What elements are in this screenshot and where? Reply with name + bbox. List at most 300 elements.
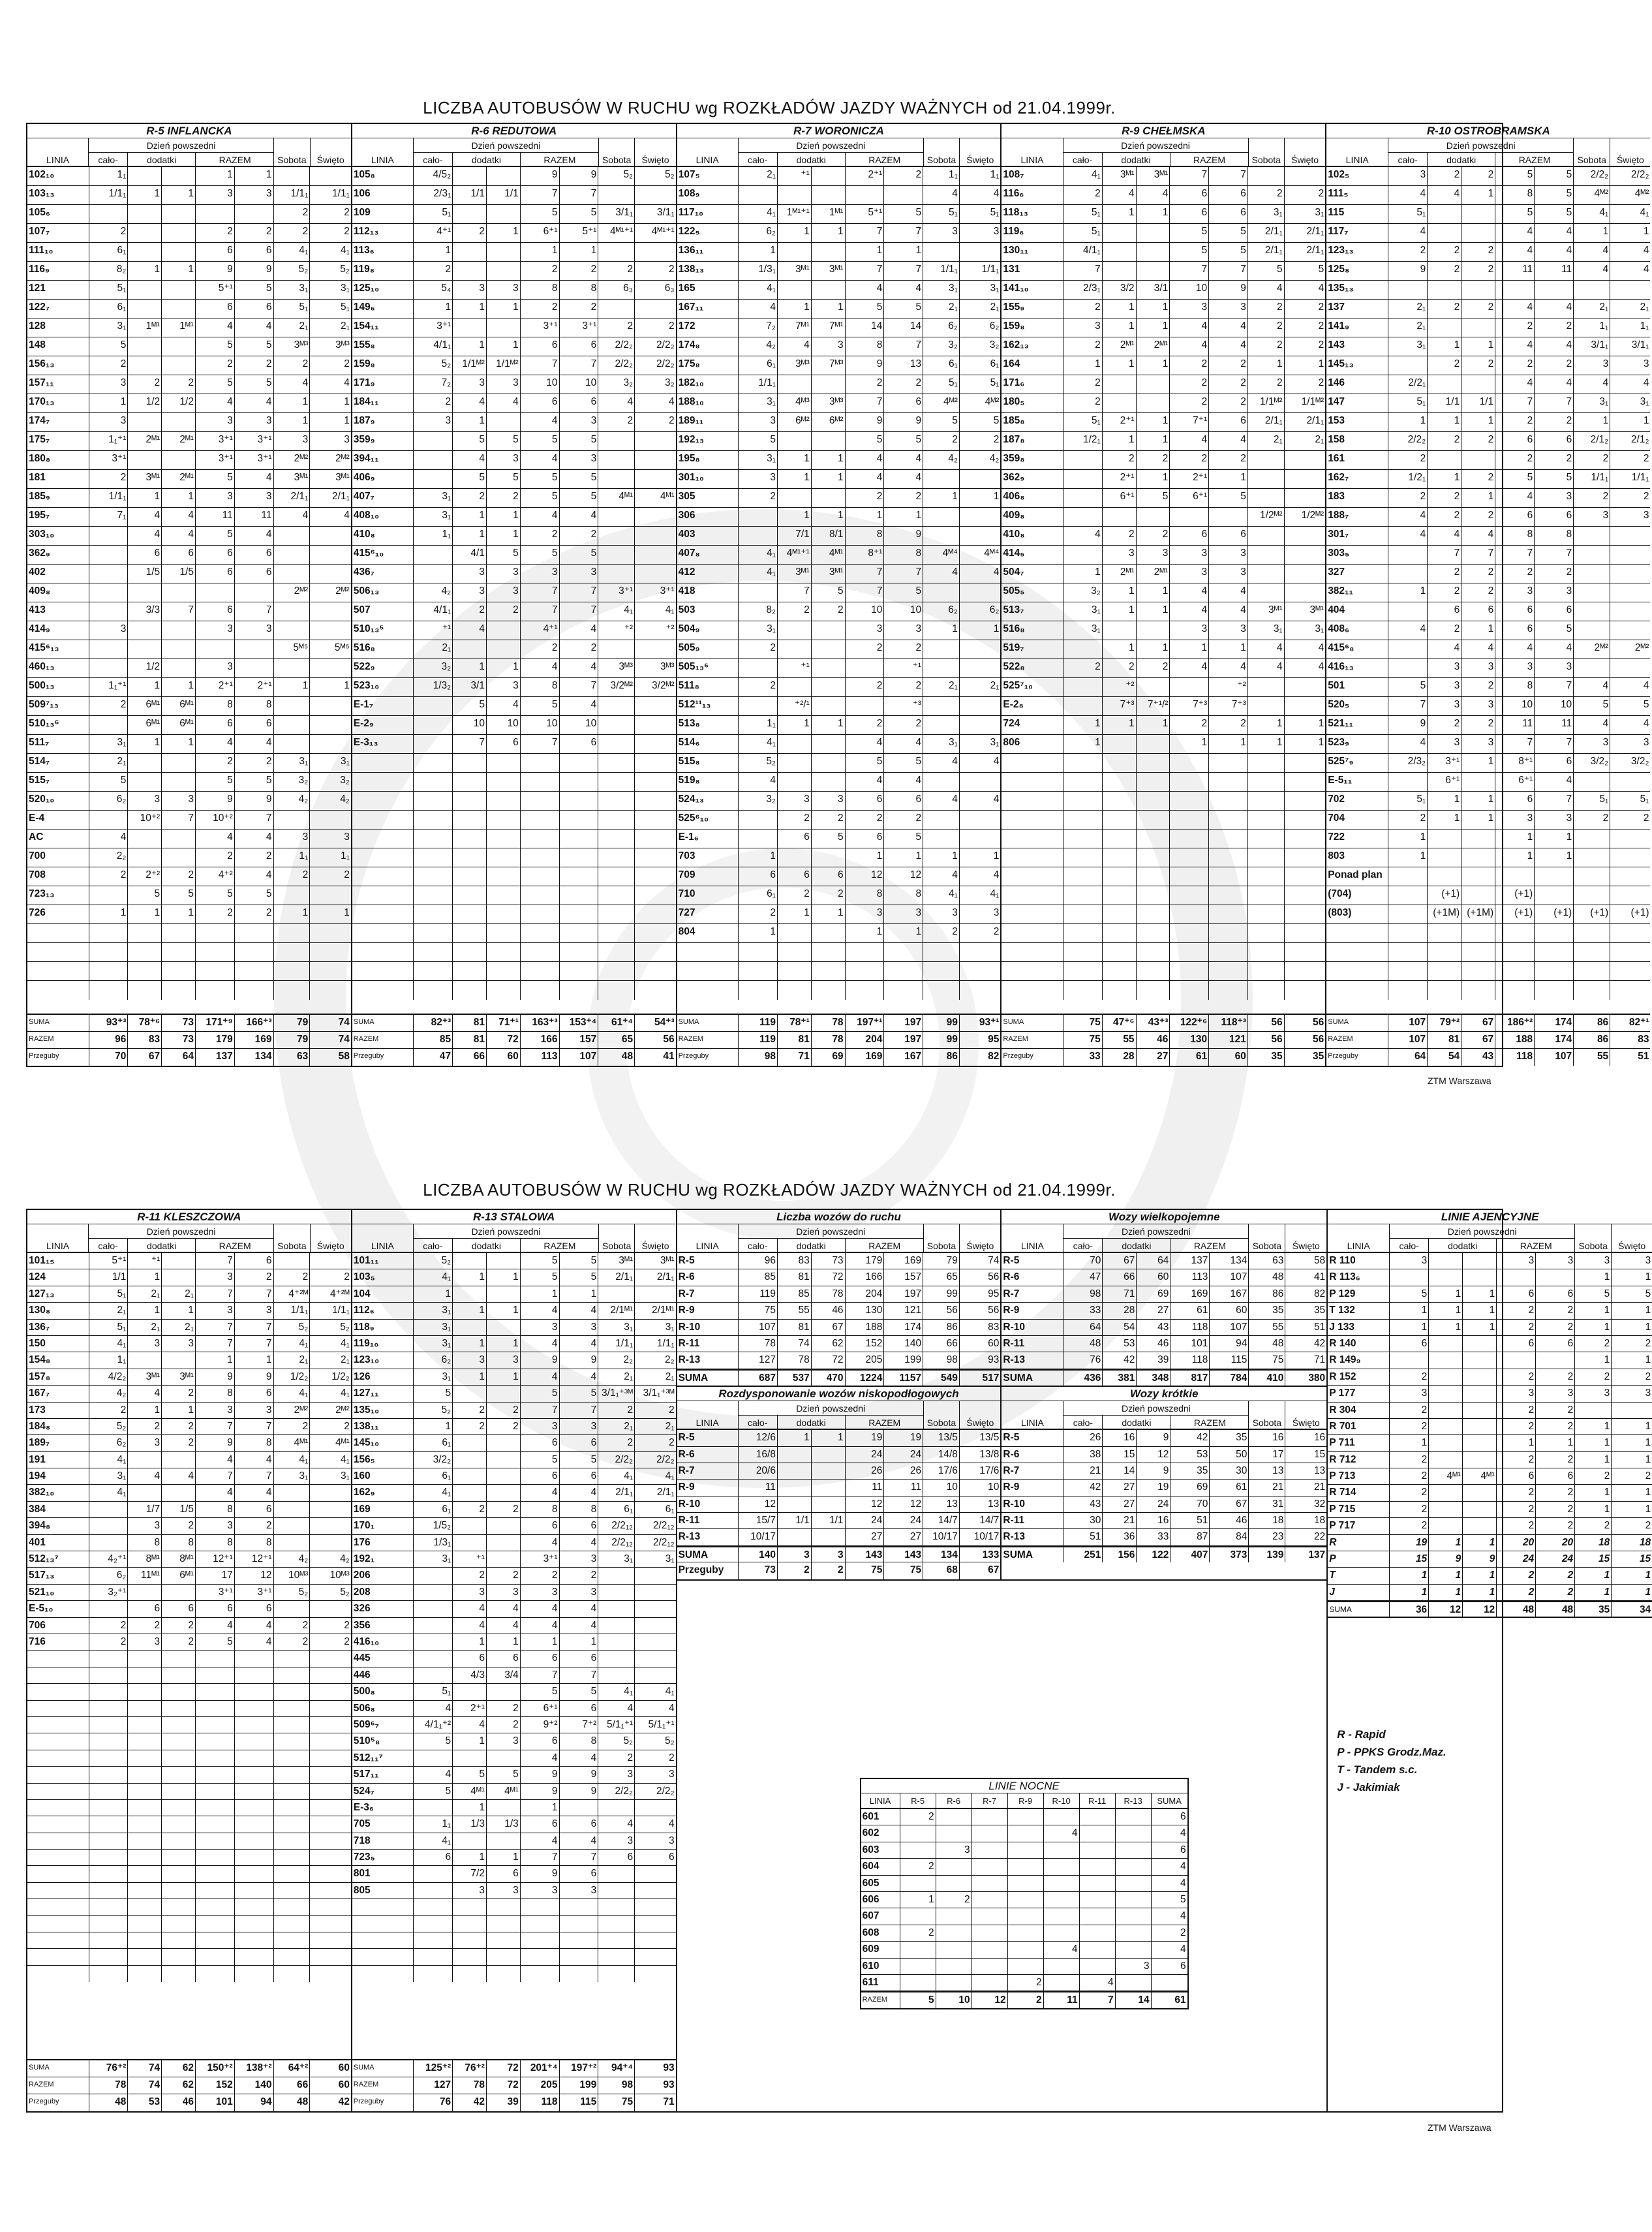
table-row-cell bbox=[1137, 773, 1170, 791]
header-dzien-powszedni bbox=[1390, 1224, 1575, 1252]
table-row-cell: 2 bbox=[1495, 356, 1535, 375]
table-row-cell: 2/2₂ bbox=[598, 1784, 635, 1799]
table-row-cell: 3₁ bbox=[1315, 207, 1324, 218]
table-row-cell bbox=[1610, 281, 1650, 299]
summary-row bbox=[1002, 1015, 1325, 1032]
summary-row-cell: 64 bbox=[1388, 1049, 1428, 1066]
table-row-cell: 55 bbox=[1249, 1320, 1285, 1335]
table-row-cell: 1 bbox=[487, 527, 521, 545]
table-row-cell: 3 bbox=[1170, 546, 1209, 564]
table-row-cell: 64 bbox=[1063, 1320, 1103, 1335]
table-row-cell: 1 bbox=[1428, 413, 1461, 431]
table-row-cell: 4 bbox=[846, 773, 885, 791]
table-row-cell: 2₁ bbox=[1388, 318, 1428, 337]
table-row-cell bbox=[310, 1502, 351, 1517]
table-row-cell: 4 bbox=[669, 396, 675, 407]
table-row-cell: 2 bbox=[1318, 188, 1324, 199]
table-row-cell: 2 bbox=[1575, 1518, 1612, 1534]
table-row-cell: 12 bbox=[884, 867, 923, 886]
legend-item: P - PPKS Grodz.Maz. bbox=[1337, 1746, 1446, 1758]
table-row-cell: 2 bbox=[521, 262, 560, 280]
night-row-cell: 2 bbox=[900, 1809, 936, 1825]
table-row bbox=[1326, 489, 1650, 508]
table-row-cell bbox=[635, 735, 676, 753]
table-row-cell bbox=[162, 243, 196, 261]
table-row-cell: 5 bbox=[1535, 205, 1574, 223]
table-row-cell bbox=[27, 1866, 89, 1882]
table-row-cell bbox=[89, 1784, 129, 1799]
table-row-cell: 7 bbox=[560, 186, 599, 204]
table-row-cell: 4⁺¹ bbox=[414, 224, 453, 242]
table-row-cell: 165 bbox=[677, 281, 739, 299]
table-row-cell bbox=[414, 848, 453, 867]
table-row-cell bbox=[1103, 735, 1137, 753]
table-row-cell: 134 bbox=[1210, 1253, 1249, 1269]
table-row-cell bbox=[1103, 243, 1137, 261]
table-row-cell: 2 bbox=[344, 207, 350, 218]
table-row bbox=[1002, 186, 1325, 205]
summary-row-cell: 85 bbox=[414, 1032, 453, 1048]
table-row-cell: 4₁ bbox=[340, 1387, 350, 1399]
table-row-cell: 2 bbox=[1209, 716, 1248, 734]
header-dzien-powszedni bbox=[739, 1224, 924, 1252]
table-row-cell: 507 bbox=[352, 602, 414, 621]
table-row-cell: (+1) bbox=[1630, 907, 1649, 918]
table-row-cell: 1 bbox=[1137, 432, 1170, 450]
table-row-cell bbox=[1248, 583, 1285, 602]
table-row-cell bbox=[1285, 583, 1326, 602]
header-linia: LINIA bbox=[677, 1401, 739, 1429]
table-row-cell: 1/1₁ bbox=[274, 1303, 311, 1318]
table-row-cell: 2 bbox=[235, 905, 274, 923]
table-row-cell: 6ᴹ² bbox=[812, 413, 846, 431]
table-row-cell: 4 bbox=[923, 754, 960, 772]
table-row-cell: 3 bbox=[812, 1547, 846, 1562]
table-row-cell: 3ᴹ¹ bbox=[335, 472, 350, 483]
table-row-cell: 189₇ bbox=[27, 1435, 89, 1451]
table-row-cell: 3 bbox=[560, 1419, 599, 1434]
block-rows bbox=[1002, 167, 1325, 1014]
night-row-cell bbox=[1080, 1942, 1116, 1957]
table-row-cell: 1 bbox=[1137, 716, 1170, 734]
table-row-cell bbox=[1170, 886, 1209, 905]
table-row-cell bbox=[128, 1667, 162, 1683]
table-row-cell: 24 bbox=[1497, 1551, 1536, 1567]
table-row-cell bbox=[1461, 375, 1495, 394]
small-table-liczba-woz-w-do-ruchu bbox=[677, 1210, 1002, 1386]
table-row-cell: 2 bbox=[598, 262, 635, 280]
table-row-cell: 156₁₃ bbox=[27, 356, 89, 375]
table-row-cell bbox=[960, 716, 1001, 734]
table-row bbox=[352, 1336, 676, 1352]
table-row-cell: 4ᴹ⁴ bbox=[984, 548, 1000, 559]
table-row-cell bbox=[1610, 527, 1650, 545]
table-row bbox=[352, 1369, 676, 1386]
table-row-cell: 105₆ bbox=[27, 205, 89, 223]
table-row bbox=[27, 716, 351, 735]
table-row-cell bbox=[162, 1452, 196, 1468]
block-title: R-13 STALOWA bbox=[352, 1210, 676, 1224]
table-row-cell: 5 bbox=[560, 470, 599, 488]
table-row-cell: 1ᴹ¹ bbox=[128, 318, 162, 337]
summary-row-cell: 96 bbox=[89, 1032, 129, 1048]
summary-row-cell: 67 bbox=[1461, 1032, 1495, 1048]
table-row-cell: 2 bbox=[1318, 377, 1324, 388]
summary-row-cell: 53 bbox=[128, 2094, 162, 2111]
table-row-cell: 50 bbox=[1210, 1447, 1249, 1463]
table-row bbox=[27, 565, 351, 583]
table-row bbox=[677, 943, 1001, 962]
table-row-cell: 511₈ bbox=[677, 678, 739, 696]
table-row-cell bbox=[27, 1651, 89, 1666]
table-row bbox=[1002, 1480, 1326, 1496]
table-row bbox=[27, 451, 351, 470]
table-row-cell: 3 bbox=[598, 1767, 635, 1782]
summary-row-cell: 166⁺³ bbox=[235, 1015, 274, 1031]
table-row-cell: 4 bbox=[1535, 337, 1574, 356]
night-row-cell bbox=[972, 1975, 1008, 1991]
table-row-cell: 5₂ bbox=[274, 1585, 311, 1600]
table-row bbox=[352, 546, 676, 565]
table-row-cell bbox=[1463, 1336, 1497, 1352]
table-row-cell bbox=[598, 546, 635, 564]
night-row-cell bbox=[936, 1809, 972, 1825]
table-row-cell bbox=[677, 981, 739, 1000]
summary-row-cell: 186⁺² bbox=[1495, 1015, 1535, 1031]
table-row-cell: 2/1₁ bbox=[1248, 413, 1285, 431]
table-row-cell bbox=[414, 1966, 453, 1982]
table-row-cell bbox=[1574, 583, 1610, 602]
table-row-cell: 1 bbox=[1429, 1303, 1463, 1318]
table-row-cell: 4 bbox=[453, 621, 487, 640]
table-row-cell: 10 bbox=[521, 375, 560, 394]
table-row-cell bbox=[778, 1496, 812, 1512]
table-row-cell: (+1) bbox=[1535, 905, 1574, 923]
table-row bbox=[677, 583, 1001, 602]
table-row-cell bbox=[274, 1866, 311, 1882]
table-row-cell bbox=[128, 224, 162, 242]
table-row-cell: 1 bbox=[884, 848, 923, 867]
table-row bbox=[27, 1585, 351, 1601]
night-header-cell: LINIA bbox=[861, 1793, 900, 1808]
table-row bbox=[352, 1883, 676, 1899]
table-row-cell: 5₂ bbox=[414, 1403, 453, 1418]
table-row-cell: 7 bbox=[1170, 262, 1209, 280]
table-row-cell bbox=[128, 281, 162, 299]
table-row-cell bbox=[1463, 1435, 1497, 1451]
table-row-cell bbox=[560, 1899, 599, 1915]
table-row bbox=[1002, 811, 1325, 829]
table-row-cell: R-10 bbox=[1002, 1320, 1063, 1335]
table-row-cell: 145₁₀ bbox=[352, 1435, 414, 1451]
table-row bbox=[352, 1800, 676, 1816]
table-row-cell: 101₁₁ bbox=[352, 1253, 414, 1269]
table-row-cell: 124 bbox=[27, 1269, 89, 1285]
table-row-cell: 9 bbox=[196, 1435, 235, 1451]
table-row-cell: 4ᴹ¹ bbox=[812, 546, 846, 564]
table-row-cell bbox=[310, 1485, 351, 1500]
summary-row bbox=[27, 1049, 351, 1066]
table-row-cell: 1 bbox=[235, 1352, 274, 1368]
table-row-cell bbox=[487, 1320, 521, 1335]
table-row-cell: 6 bbox=[1536, 1336, 1575, 1352]
table-row bbox=[1002, 792, 1325, 811]
table-row-cell: 156 bbox=[1103, 1547, 1137, 1562]
table-row-cell: 4ᴹ¹ bbox=[274, 1435, 311, 1451]
table-row-cell: 4 bbox=[884, 281, 923, 299]
table-row-cell: 3 bbox=[812, 337, 846, 356]
legend-item: T - Tandem s.c. bbox=[1337, 1763, 1418, 1776]
table-row-cell bbox=[128, 243, 162, 261]
table-row-cell: 53 bbox=[1103, 1336, 1137, 1352]
table-row-cell: 3 bbox=[487, 1733, 521, 1749]
table-row-cell bbox=[310, 546, 351, 564]
table-row-cell bbox=[1002, 981, 1063, 1000]
small-table-wozy-kr-tkie bbox=[1002, 1387, 1326, 1579]
table-row-cell bbox=[960, 829, 1001, 848]
table-row-cell: 1 bbox=[487, 1303, 521, 1318]
table-row-cell: 3₂ bbox=[1063, 583, 1103, 602]
night-row-cell: 4 bbox=[1180, 1861, 1186, 1872]
table-row-cell: 6 bbox=[235, 546, 274, 564]
table-row-cell: 1/1₁ bbox=[923, 262, 960, 280]
table-row-cell bbox=[1574, 602, 1610, 621]
table-row-cell: 2 bbox=[812, 1562, 846, 1579]
table-row-cell: SUMA bbox=[1002, 1371, 1063, 1386]
table-row-cell: 5₁ bbox=[414, 205, 453, 223]
table-row-cell: 20 bbox=[1497, 1535, 1536, 1551]
table-row bbox=[1326, 829, 1650, 848]
header-sub-0: cało- bbox=[89, 1239, 128, 1253]
table-row-cell: 1 bbox=[1388, 848, 1428, 867]
table-row-cell: R-5 bbox=[1002, 1430, 1063, 1446]
table-row-cell: 16 bbox=[1103, 1430, 1137, 1446]
table-row-cell bbox=[1388, 602, 1428, 621]
table-row-cell: E-5₁₀ bbox=[27, 1601, 89, 1617]
table-row-cell: 6 bbox=[196, 300, 235, 318]
table-row-cell: 195₇ bbox=[27, 508, 89, 526]
table-row-cell: 4₁ bbox=[1640, 207, 1649, 218]
table-row-cell: 5 bbox=[812, 583, 846, 602]
summary-row-cell: 171⁺⁹ bbox=[196, 1015, 235, 1031]
table-row-cell: 3ᴹ³ bbox=[812, 394, 846, 412]
table-row-cell: 6 bbox=[196, 546, 235, 564]
table-row-cell bbox=[812, 1447, 846, 1463]
table-row-cell: 1 bbox=[453, 1269, 487, 1285]
table-row-cell bbox=[89, 1717, 129, 1733]
table-row-cell: 1 bbox=[1063, 565, 1103, 583]
table-row-cell: 2 bbox=[1428, 621, 1461, 640]
table-row-cell: 2 bbox=[453, 1419, 487, 1434]
table-row-cell bbox=[1248, 886, 1285, 905]
table-row-cell: 4₁ bbox=[923, 886, 960, 905]
table-row-cell: 6₁ bbox=[598, 1502, 635, 1517]
table-row bbox=[1002, 167, 1325, 186]
table-row-cell: 5₁ bbox=[923, 375, 960, 394]
table-row-cell bbox=[414, 1883, 453, 1899]
table-row-cell: 4 bbox=[1248, 640, 1285, 659]
table-row-cell bbox=[128, 1966, 162, 1982]
table-row-cell: 1/3 bbox=[453, 1816, 487, 1832]
table-row-cell: 416₁₀ bbox=[352, 1634, 414, 1650]
table-row-cell bbox=[1285, 451, 1326, 469]
table-row-cell: 3 bbox=[487, 1352, 521, 1368]
table-row-cell bbox=[235, 1932, 274, 1948]
table-row-cell: 3₁ bbox=[414, 1369, 453, 1385]
table-row bbox=[27, 1286, 351, 1303]
table-row bbox=[27, 1966, 351, 1982]
table-row-cell: 2 bbox=[923, 924, 960, 942]
table-row-cell: 2 bbox=[778, 1562, 812, 1579]
table-row-cell bbox=[89, 1800, 129, 1816]
night-row-cell: 4 bbox=[1044, 1942, 1080, 1957]
table-row-cell: 4 bbox=[487, 394, 521, 412]
table-row bbox=[677, 1480, 1001, 1496]
table-row-cell: 3 bbox=[128, 792, 162, 810]
table-row-cell: 524₇ bbox=[352, 1784, 414, 1799]
table-row-cell: 1 bbox=[812, 300, 846, 318]
table-header bbox=[1326, 138, 1650, 167]
table-row-cell bbox=[598, 451, 635, 469]
table-row-cell: 4 bbox=[128, 508, 162, 526]
table-row-cell bbox=[1170, 508, 1209, 526]
table-row-cell: R-9 bbox=[1002, 1480, 1063, 1495]
table-row-cell bbox=[162, 583, 196, 602]
table-row-cell: 93 bbox=[988, 1354, 1000, 1366]
table-row-cell bbox=[884, 943, 923, 961]
table-row-cell: 4₁ bbox=[739, 735, 778, 753]
table-row-cell: 2 bbox=[1209, 394, 1248, 412]
table-row-cell: 22 bbox=[1313, 1531, 1326, 1543]
table-row-cell bbox=[1170, 924, 1209, 942]
table-row-cell bbox=[487, 1551, 521, 1567]
table-row-cell bbox=[27, 1717, 89, 1733]
table-row-cell: 3 bbox=[521, 1585, 560, 1600]
table-row-cell bbox=[274, 1253, 311, 1269]
table-row-cell: 6 bbox=[1209, 205, 1248, 223]
table-row-cell: T bbox=[1328, 1568, 1390, 1583]
table-row-cell bbox=[352, 943, 414, 961]
table-row-cell bbox=[274, 886, 311, 905]
table-row-cell: 406₉ bbox=[352, 470, 414, 488]
table-row-cell bbox=[453, 1684, 487, 1699]
table-row bbox=[1002, 432, 1325, 451]
table-row-cell: 4₁ bbox=[665, 1470, 675, 1482]
table-row-cell: 7 bbox=[521, 583, 560, 602]
table-row-cell: 2 bbox=[1535, 451, 1574, 469]
table-row-cell: 11 bbox=[1495, 262, 1535, 280]
table-row-cell: 1/5 bbox=[162, 565, 196, 583]
table-row-cell: 3 bbox=[196, 489, 235, 507]
table-row-cell: 7 bbox=[560, 1667, 599, 1683]
table-row-cell: 2/2₂ bbox=[1574, 167, 1610, 185]
table-row-cell bbox=[487, 1386, 521, 1401]
table-row-cell bbox=[778, 924, 812, 942]
table-row-cell: 2 bbox=[521, 300, 560, 318]
table-row-cell: 4₁ bbox=[340, 245, 350, 256]
table-row bbox=[677, 1336, 1001, 1352]
table-row-cell: 1/7 bbox=[128, 1502, 162, 1517]
table-row-cell: 4 bbox=[993, 756, 1000, 767]
table-row-cell: 14/7 bbox=[923, 1513, 960, 1528]
table-row-cell bbox=[778, 754, 812, 772]
table-row-cell: 7 bbox=[1428, 546, 1461, 564]
header-dzien-powszedni bbox=[414, 138, 599, 166]
summary-row-cell: Przeguby bbox=[677, 1049, 739, 1066]
table-row-cell: 470 bbox=[812, 1371, 846, 1386]
table-row-cell: 3⁺¹ bbox=[196, 451, 235, 469]
header-sub bbox=[1390, 1239, 1574, 1253]
table-row-cell: 1 bbox=[162, 1303, 196, 1318]
table-row-cell: 460₁₃ bbox=[27, 659, 89, 677]
table-row-cell: 1 bbox=[1390, 1303, 1429, 1318]
table-row-cell bbox=[310, 1883, 351, 1899]
table-row-cell: 69 bbox=[1137, 1286, 1170, 1302]
table-row-cell bbox=[27, 943, 89, 961]
table-row-cell: 410 bbox=[1249, 1371, 1285, 1386]
table-row-cell: 6 bbox=[235, 716, 274, 734]
table-row-cell: 525⁶₁₀ bbox=[677, 811, 739, 829]
table-row-cell bbox=[1610, 848, 1650, 867]
table-row-cell: 1/1 bbox=[453, 186, 487, 204]
table-row-cell bbox=[27, 1899, 89, 1915]
table-row-cell: 6 bbox=[1536, 1286, 1575, 1302]
table-row-cell: 2 bbox=[1318, 320, 1324, 332]
table-row-cell: 189₁₁ bbox=[677, 413, 739, 431]
table-row bbox=[1328, 1518, 1652, 1534]
table-row-cell: 3₁ bbox=[274, 1468, 311, 1484]
summary-row-cell: 48 bbox=[598, 1049, 635, 1066]
table-row-cell bbox=[128, 1916, 162, 1932]
table-row-cell: 727 bbox=[677, 905, 739, 923]
table-row-cell bbox=[598, 432, 635, 450]
table-row-cell: 2 bbox=[1428, 300, 1461, 318]
table-row-cell bbox=[960, 773, 1001, 791]
table-row-cell: 1 bbox=[162, 735, 196, 753]
table-row-cell bbox=[1285, 981, 1326, 1000]
table-row-cell: 6 bbox=[487, 1866, 521, 1882]
table-row-cell: 2 bbox=[669, 320, 675, 332]
table-row-cell: 1 bbox=[1063, 356, 1103, 375]
table-row-cell: 2 bbox=[1428, 262, 1461, 280]
table-row-cell: 2₁ bbox=[89, 1303, 129, 1318]
table-row-cell: 2 bbox=[1248, 318, 1285, 337]
table-row-cell: 7 bbox=[521, 735, 560, 753]
table-row-cell: 3/2 bbox=[1103, 281, 1137, 299]
table-row-cell bbox=[1461, 281, 1495, 299]
night-sum-row-cell: RAZEM bbox=[861, 1992, 900, 2008]
table-row-cell bbox=[812, 697, 846, 715]
table-row-cell bbox=[196, 1684, 235, 1699]
table-row-cell: 519₇ bbox=[1002, 640, 1063, 659]
table-row-cell: 69 bbox=[1170, 1480, 1210, 1495]
table-row-cell: 1₁ bbox=[340, 850, 350, 861]
table-row-cell bbox=[1248, 489, 1285, 507]
table-row bbox=[677, 262, 1001, 281]
table-row-cell: 3₂ bbox=[739, 792, 778, 810]
summary-row-cell: RAZEM bbox=[352, 2077, 414, 2094]
summary-row-cell: 197⁺¹ bbox=[846, 1015, 885, 1031]
table-row-cell: 2 bbox=[1645, 1470, 1651, 1482]
table-row-cell: 6 bbox=[560, 735, 599, 753]
table-row-cell: 4 bbox=[1388, 527, 1428, 545]
table-row-cell: 2₁ bbox=[340, 1354, 350, 1366]
table-row bbox=[1326, 943, 1650, 962]
summary-row-cell: 35 bbox=[1248, 1049, 1285, 1066]
table-row-cell: 2ᴹ² bbox=[335, 585, 350, 597]
table-row-cell bbox=[598, 867, 635, 886]
summary-row-cell: 35 bbox=[1575, 1602, 1612, 1617]
